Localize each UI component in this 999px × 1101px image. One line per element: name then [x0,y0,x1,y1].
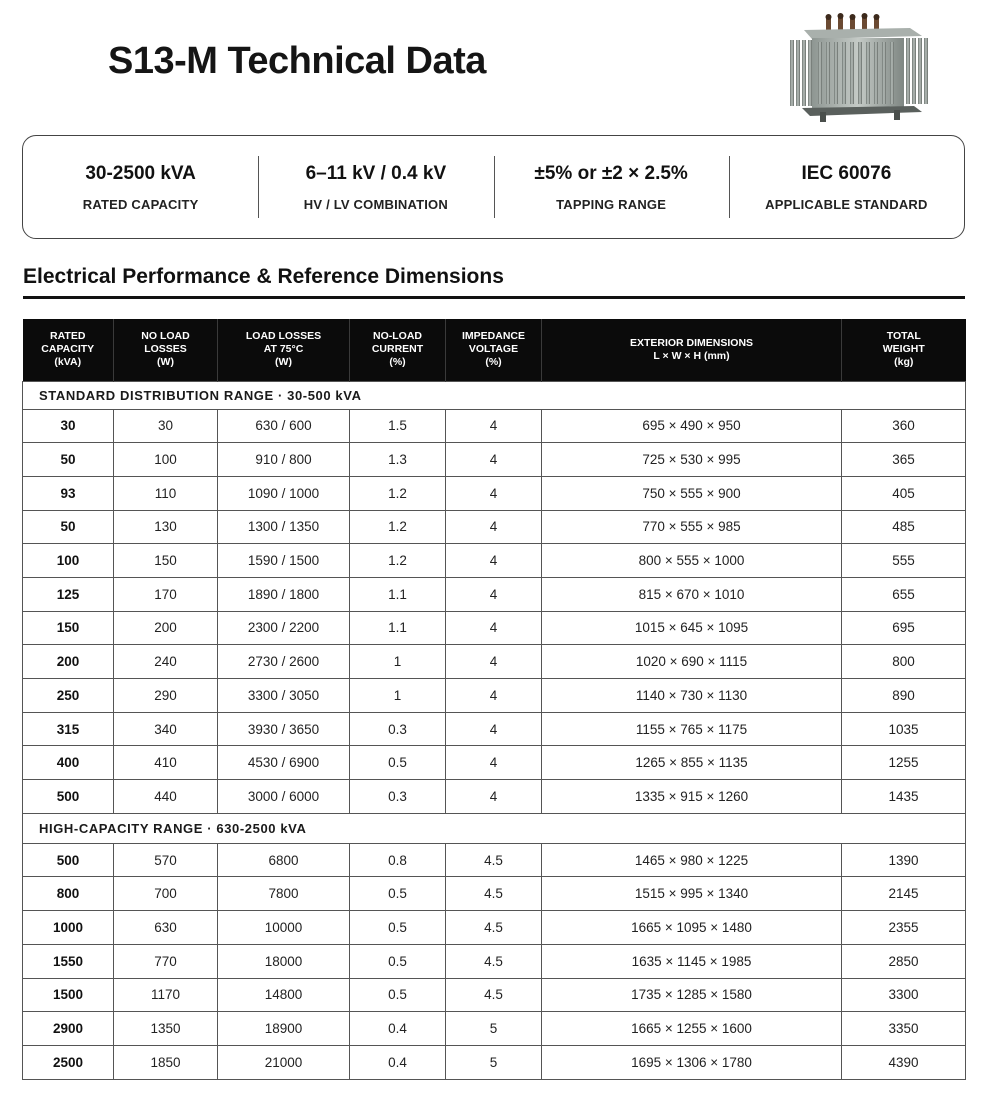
cell-rated-capacity: 150 [23,611,114,645]
spec-tapping-range [494,156,729,218]
cell-impedance-voltage: 4.5 [446,911,542,945]
cell-load-losses: 1300 / 1350 [218,510,350,544]
spec-value: IEC 60076 [801,162,892,184]
cell-impedance-voltage: 4 [446,679,542,713]
table-row [23,679,966,713]
cell-exterior-dimensions: 695 × 490 × 950 [542,409,842,443]
cell-rated-capacity: 200 [23,645,114,679]
cell-rated-capacity: 100 [23,544,114,578]
cell-exterior-dimensions: 1695 × 1306 × 1780 [542,1045,842,1079]
table-row [23,877,966,911]
cell-exterior-dimensions: 1015 × 645 × 1095 [542,611,842,645]
cell-total-weight: 655 [842,577,966,611]
spec-label: RATED CAPACITY [82,196,199,212]
technical-data-table [22,319,966,1080]
cell-rated-capacity: 1500 [23,978,114,1012]
table-body [23,381,966,1079]
cell-rated-capacity: 50 [23,510,114,544]
spec-hv-lv [258,156,493,218]
cell-rated-capacity: 250 [23,679,114,713]
spec-label: APPLICABLE STANDARD [765,196,928,212]
cell-total-weight: 1255 [842,746,966,780]
cell-impedance-voltage: 4 [446,780,542,814]
column-header-exterior-dimensions: EXTERIOR DIMENSIONS L × W × H (mm) [542,319,842,381]
cell-load-losses: 4530 / 6900 [218,746,350,780]
cell-total-weight: 695 [842,611,966,645]
cell-no-load-current: 1 [350,645,446,679]
cell-no-load-losses: 150 [114,544,218,578]
cell-total-weight: 3350 [842,1012,966,1046]
cell-no-load-current: 1.1 [350,577,446,611]
cell-no-load-losses: 110 [114,476,218,510]
cell-no-load-current: 0.3 [350,780,446,814]
cell-exterior-dimensions: 1265 × 855 × 1135 [542,746,842,780]
cell-no-load-current: 0.8 [350,843,446,877]
cell-exterior-dimensions: 725 × 530 × 995 [542,443,842,477]
cell-load-losses: 21000 [218,1045,350,1079]
cell-exterior-dimensions: 1020 × 690 × 1115 [542,645,842,679]
spec-value: 30-2500 kVA [85,162,196,184]
table-group-row [23,381,966,409]
cell-impedance-voltage: 4.5 [446,877,542,911]
cell-impedance-voltage: 4.5 [446,843,542,877]
cell-total-weight: 555 [842,544,966,578]
cell-impedance-voltage: 4 [446,611,542,645]
cell-load-losses: 1090 / 1000 [218,476,350,510]
cell-load-losses: 1890 / 1800 [218,577,350,611]
cell-impedance-voltage: 4 [446,544,542,578]
cell-load-losses: 910 / 800 [218,443,350,477]
column-header-load-losses: LOAD LOSSES AT 75°C (W) [218,319,350,381]
cell-total-weight: 4390 [842,1045,966,1079]
cell-no-load-losses: 630 [114,911,218,945]
cell-impedance-voltage: 4 [446,409,542,443]
cell-exterior-dimensions: 1140 × 730 × 1130 [542,679,842,713]
cell-no-load-losses: 200 [114,611,218,645]
cell-total-weight: 2850 [842,944,966,978]
cell-no-load-losses: 770 [114,944,218,978]
cell-rated-capacity: 1000 [23,911,114,945]
cell-exterior-dimensions: 1335 × 915 × 1260 [542,780,842,814]
spec-label: TAPPING RANGE [556,196,667,212]
cell-load-losses: 1590 / 1500 [218,544,350,578]
table-row [23,409,966,443]
table-row [23,443,966,477]
cell-load-losses: 3000 / 6000 [218,780,350,814]
cell-impedance-voltage: 4 [446,712,542,746]
section-divider [23,296,965,299]
spec-rated-capacity [23,156,258,218]
spec-label: HV / LV COMBINATION [303,196,448,212]
cell-no-load-losses: 1350 [114,1012,218,1046]
column-header-rated-capacity: RATED CAPACITY (kVA) [23,319,114,381]
cell-load-losses: 10000 [218,911,350,945]
table-row [23,577,966,611]
cell-impedance-voltage: 5 [446,1012,542,1046]
cell-exterior-dimensions: 1155 × 765 × 1175 [542,712,842,746]
cell-exterior-dimensions: 815 × 670 × 1010 [542,577,842,611]
cell-total-weight: 3300 [842,978,966,1012]
cell-no-load-losses: 340 [114,712,218,746]
cell-no-load-losses: 100 [114,443,218,477]
cell-load-losses: 18900 [218,1012,350,1046]
cell-no-load-current: 0.3 [350,712,446,746]
table-group-row [23,813,966,843]
cell-rated-capacity: 800 [23,877,114,911]
table-row [23,911,966,945]
cell-exterior-dimensions: 1465 × 980 × 1225 [542,843,842,877]
cell-rated-capacity: 315 [23,712,114,746]
cell-no-load-current: 0.5 [350,944,446,978]
table-row [23,944,966,978]
spec-standard [729,156,964,218]
spec-value: 6–11 kV / 0.4 kV [305,162,447,184]
cell-load-losses: 2730 / 2600 [218,645,350,679]
cell-exterior-dimensions: 1635 × 1145 × 1985 [542,944,842,978]
cell-rated-capacity: 1550 [23,944,114,978]
cell-total-weight: 1390 [842,843,966,877]
section-title: Electrical Performance & Reference Dimensions [23,265,504,288]
cell-no-load-losses: 30 [114,409,218,443]
cell-impedance-voltage: 4 [446,577,542,611]
table-row [23,476,966,510]
table-row [23,645,966,679]
cell-impedance-voltage: 4 [446,510,542,544]
cell-no-load-losses: 1850 [114,1045,218,1079]
cell-total-weight: 2355 [842,911,966,945]
cell-total-weight: 1035 [842,712,966,746]
cell-no-load-current: 1.5 [350,409,446,443]
cell-no-load-losses: 170 [114,577,218,611]
cell-no-load-current: 0.5 [350,911,446,945]
cell-impedance-voltage: 4.5 [446,978,542,1012]
cell-total-weight: 360 [842,409,966,443]
cell-no-load-current: 0.5 [350,877,446,911]
cell-no-load-losses: 290 [114,679,218,713]
cell-impedance-voltage: 5 [446,1045,542,1079]
table-row [23,1012,966,1046]
cell-load-losses: 3300 / 3050 [218,679,350,713]
spec-value: ±5% or ±2 × 2.5% [534,162,688,184]
cell-impedance-voltage: 4 [446,476,542,510]
cell-impedance-voltage: 4.5 [446,944,542,978]
cell-load-losses: 6800 [218,843,350,877]
cell-rated-capacity: 500 [23,843,114,877]
cell-exterior-dimensions: 800 × 555 × 1000 [542,544,842,578]
table-row [23,746,966,780]
cell-no-load-losses: 440 [114,780,218,814]
cell-no-load-current: 1.1 [350,611,446,645]
cell-impedance-voltage: 4 [446,645,542,679]
cell-exterior-dimensions: 1665 × 1255 × 1600 [542,1012,842,1046]
cell-impedance-voltage: 4 [446,746,542,780]
cell-no-load-losses: 130 [114,510,218,544]
cell-no-load-current: 0.5 [350,746,446,780]
table-header-row [23,319,966,381]
cell-rated-capacity: 500 [23,780,114,814]
table-row [23,780,966,814]
cell-load-losses: 3930 / 3650 [218,712,350,746]
cell-rated-capacity: 2500 [23,1045,114,1079]
cell-load-losses: 2300 / 2200 [218,611,350,645]
table-row [23,1045,966,1079]
cell-total-weight: 2145 [842,877,966,911]
cell-total-weight: 485 [842,510,966,544]
cell-no-load-losses: 240 [114,645,218,679]
table-row [23,712,966,746]
cell-no-load-losses: 1170 [114,978,218,1012]
cell-no-load-current: 1 [350,679,446,713]
cell-total-weight: 405 [842,476,966,510]
cell-load-losses: 7800 [218,877,350,911]
cell-load-losses: 14800 [218,978,350,1012]
cell-exterior-dimensions: 770 × 555 × 985 [542,510,842,544]
cell-exterior-dimensions: 1735 × 1285 × 1580 [542,978,842,1012]
column-header-impedance-voltage: IMPEDANCE VOLTAGE (%) [446,319,542,381]
key-specs-card [22,135,965,239]
cell-no-load-current: 0.4 [350,1012,446,1046]
column-header-no-load-current: NO-LOAD CURRENT (%) [350,319,446,381]
cell-no-load-current: 0.4 [350,1045,446,1079]
group-label: HIGH-CAPACITY RANGE · 630-2500 kVA [23,813,966,843]
page-title: S13-M Technical Data [108,40,486,82]
cell-no-load-losses: 700 [114,877,218,911]
cell-load-losses: 630 / 600 [218,409,350,443]
cell-rated-capacity: 400 [23,746,114,780]
cell-total-weight: 1435 [842,780,966,814]
transformer-icon [782,12,932,124]
cell-exterior-dimensions: 1665 × 1095 × 1480 [542,911,842,945]
cell-no-load-losses: 410 [114,746,218,780]
table-row [23,611,966,645]
cell-total-weight: 890 [842,679,966,713]
group-label: STANDARD DISTRIBUTION RANGE · 30-500 kVA [23,381,966,409]
cell-load-losses: 18000 [218,944,350,978]
cell-exterior-dimensions: 1515 × 995 × 1340 [542,877,842,911]
cell-rated-capacity: 2900 [23,1012,114,1046]
column-header-no-load-losses: NO LOAD LOSSES (W) [114,319,218,381]
table-row [23,978,966,1012]
table-row [23,843,966,877]
cell-rated-capacity: 30 [23,409,114,443]
cell-rated-capacity: 50 [23,443,114,477]
cell-no-load-current: 1.2 [350,476,446,510]
cell-no-load-current: 0.5 [350,978,446,1012]
cell-impedance-voltage: 4 [446,443,542,477]
cell-no-load-current: 1.2 [350,510,446,544]
cell-rated-capacity: 125 [23,577,114,611]
cell-exterior-dimensions: 750 × 555 × 900 [542,476,842,510]
table-row [23,510,966,544]
cell-total-weight: 365 [842,443,966,477]
cell-no-load-current: 1.3 [350,443,446,477]
cell-no-load-losses: 570 [114,843,218,877]
cell-total-weight: 800 [842,645,966,679]
cell-rated-capacity: 93 [23,476,114,510]
column-header-total-weight: TOTAL WEIGHT (kg) [842,319,966,381]
cell-no-load-current: 1.2 [350,544,446,578]
table-row [23,544,966,578]
